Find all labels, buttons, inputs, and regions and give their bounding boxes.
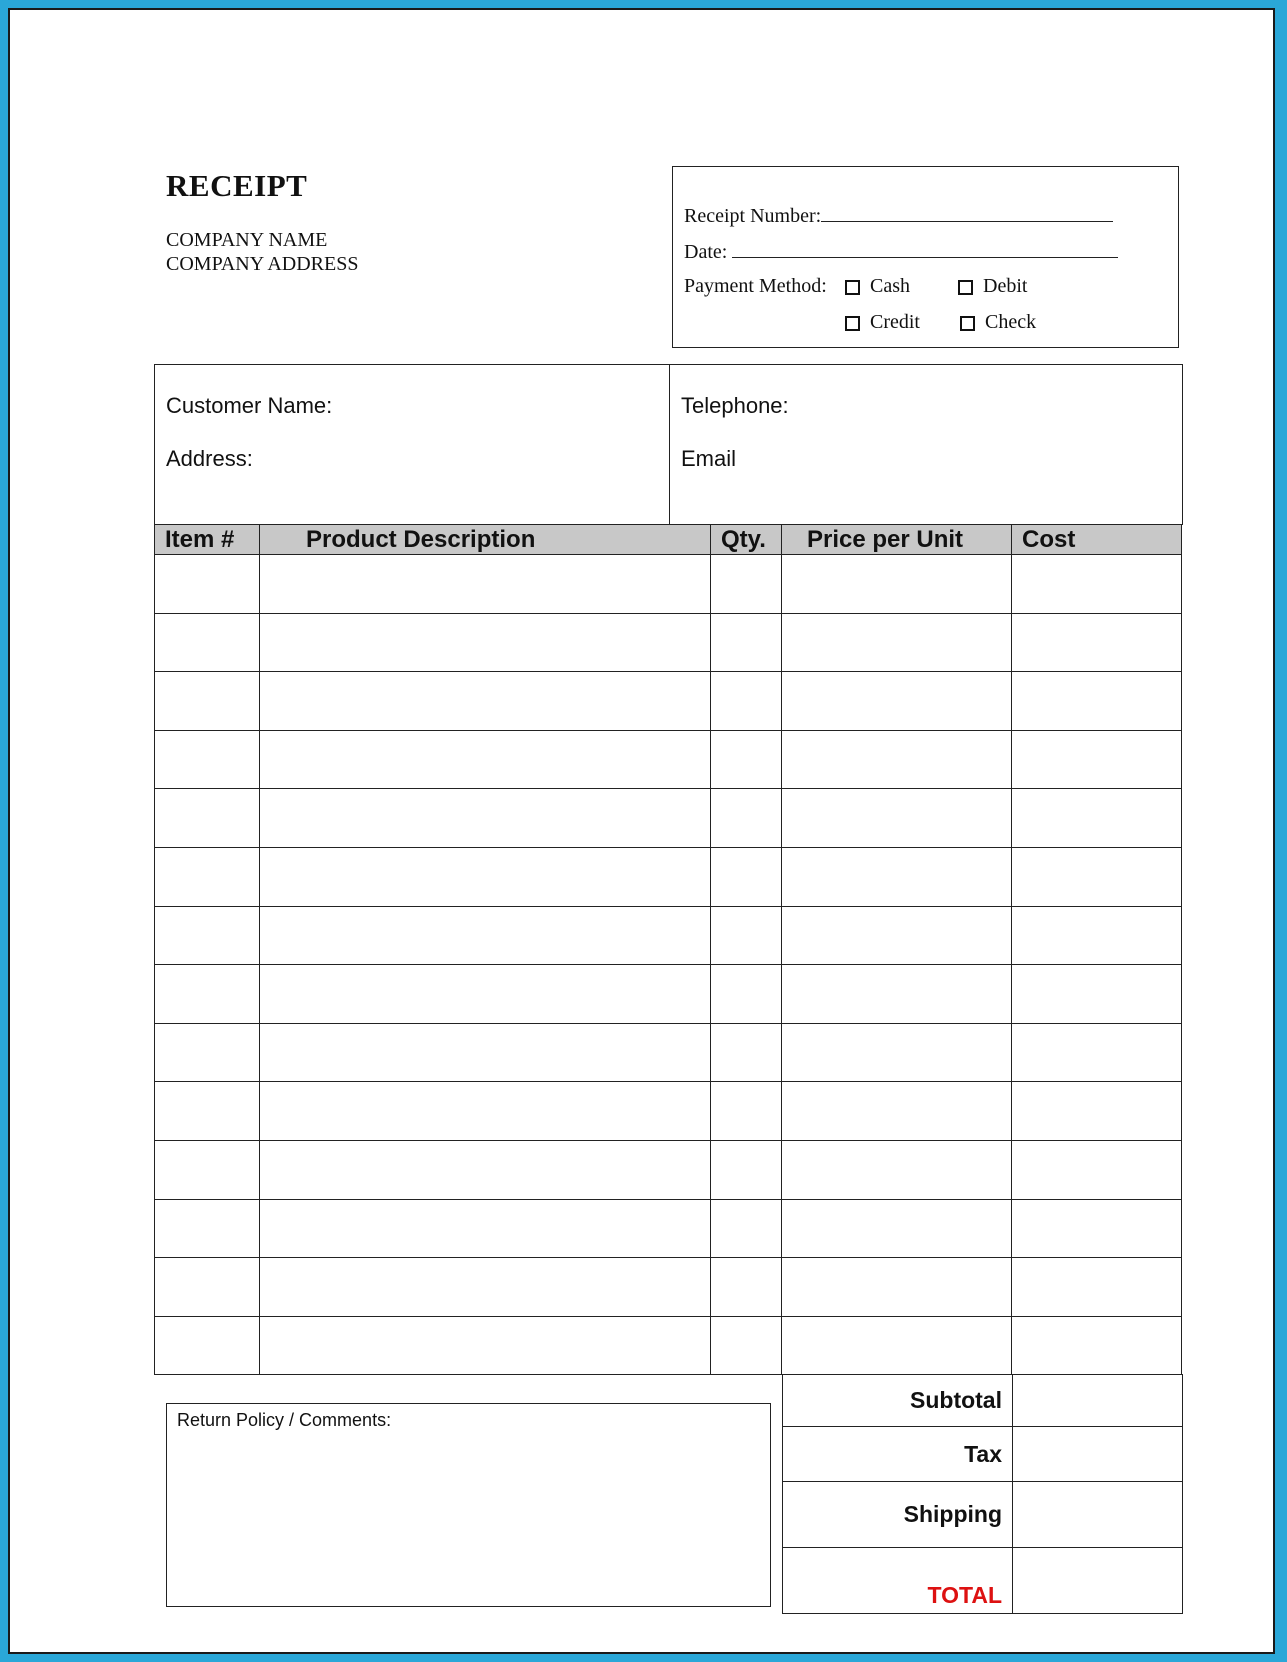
item-number-cell[interactable] (155, 1023, 260, 1082)
payment-option-credit[interactable]: Credit (845, 311, 920, 334)
items-table-header (155, 525, 1182, 555)
qty-cell[interactable] (711, 555, 782, 614)
qty-cell[interactable] (711, 1258, 782, 1317)
cost-cell[interactable] (1012, 730, 1182, 789)
items-table (154, 524, 1182, 1375)
tax-label: Tax (783, 1427, 1013, 1482)
shipping-label: Shipping (783, 1482, 1013, 1548)
table-row (155, 1258, 1182, 1317)
description-cell[interactable] (260, 1140, 711, 1199)
subtotal-label: Subtotal (783, 1375, 1013, 1427)
table-row (155, 789, 1182, 848)
description-cell[interactable] (260, 906, 711, 965)
qty-cell[interactable] (711, 847, 782, 906)
telephone-label: Telephone: (681, 393, 789, 418)
cost-cell[interactable] (1012, 1140, 1182, 1199)
price-cell[interactable] (782, 789, 1012, 848)
company-name: COMPANY NAME (166, 229, 328, 251)
tax-value[interactable] (1013, 1427, 1183, 1482)
table-row (155, 672, 1182, 731)
subtotal-value[interactable] (1013, 1375, 1183, 1427)
cost-cell[interactable] (1012, 789, 1182, 848)
price-cell[interactable] (782, 1316, 1012, 1375)
item-number-cell[interactable] (155, 1082, 260, 1141)
qty-cell[interactable] (711, 965, 782, 1024)
customer-name-label: Customer Name: (166, 393, 333, 418)
header-cost: Cost (1012, 525, 1182, 555)
qty-cell[interactable] (711, 672, 782, 731)
price-cell[interactable] (782, 1023, 1012, 1082)
description-cell[interactable] (260, 965, 711, 1024)
receipt-number-row (684, 203, 1113, 228)
cost-cell[interactable] (1012, 1316, 1182, 1375)
table-row (155, 555, 1182, 614)
cost-cell[interactable] (1012, 672, 1182, 731)
description-cell[interactable] (260, 789, 711, 848)
description-cell[interactable] (260, 1258, 711, 1317)
subtotal-row (783, 1375, 1183, 1427)
checkbox-icon[interactable] (960, 316, 975, 331)
item-number-cell[interactable] (155, 847, 260, 906)
payment-option-cash[interactable]: Cash (845, 275, 910, 298)
table-row (155, 1140, 1182, 1199)
cost-cell[interactable] (1012, 847, 1182, 906)
cost-cell[interactable] (1012, 1199, 1182, 1258)
price-cell[interactable] (782, 672, 1012, 731)
item-number-cell[interactable] (155, 730, 260, 789)
item-number-cell[interactable] (155, 789, 260, 848)
date-field[interactable] (732, 239, 1118, 258)
totals-table (782, 1374, 1183, 1614)
table-row (155, 1023, 1182, 1082)
checkbox-icon[interactable] (845, 280, 860, 295)
payment-method-label: Payment Method: (684, 275, 827, 297)
price-cell[interactable] (782, 555, 1012, 614)
item-number-cell[interactable] (155, 555, 260, 614)
cost-cell[interactable] (1012, 555, 1182, 614)
table-row (155, 965, 1182, 1024)
qty-cell[interactable] (711, 1316, 782, 1375)
price-cell[interactable] (782, 1199, 1012, 1258)
email-label: Email (681, 446, 737, 471)
header-item-number: Item # (155, 525, 260, 555)
table-row (155, 906, 1182, 965)
tax-row (783, 1427, 1183, 1482)
price-cell[interactable] (782, 906, 1012, 965)
cost-cell[interactable] (1012, 1023, 1182, 1082)
shipping-row (783, 1482, 1183, 1548)
qty-cell[interactable] (711, 1082, 782, 1141)
total-row (783, 1548, 1183, 1614)
item-number-cell[interactable] (155, 613, 260, 672)
item-number-cell[interactable] (155, 1140, 260, 1199)
item-number-cell[interactable] (155, 1199, 260, 1258)
date-row (684, 239, 1118, 264)
header-price-per-unit: Price per Unit (782, 525, 1012, 555)
price-cell[interactable] (782, 1140, 1012, 1199)
table-row (155, 1082, 1182, 1141)
cost-cell[interactable] (1012, 1258, 1182, 1317)
description-cell[interactable] (260, 613, 711, 672)
description-cell[interactable] (260, 1023, 711, 1082)
comments-label: Return Policy / Comments: (177, 1410, 392, 1430)
date-label: Date: (684, 241, 728, 263)
table-row (155, 1316, 1182, 1375)
receipt-title: RECEIPT (166, 168, 308, 203)
item-number-cell[interactable] (155, 672, 260, 731)
items-table-body (155, 555, 1182, 1375)
price-cell[interactable] (782, 730, 1012, 789)
description-cell[interactable] (260, 1199, 711, 1258)
cost-cell[interactable] (1012, 965, 1182, 1024)
cost-cell[interactable] (1012, 1082, 1182, 1141)
table-row (155, 1199, 1182, 1258)
payment-option-check[interactable]: Check (960, 311, 1036, 334)
price-cell[interactable] (782, 847, 1012, 906)
table-row (155, 613, 1182, 672)
header-product-description: Product Description (260, 525, 711, 555)
payment-option-debit[interactable]: Debit (958, 275, 1027, 298)
address-label: Address: (166, 446, 253, 471)
qty-cell[interactable] (711, 1023, 782, 1082)
company-address: COMPANY ADDRESS (166, 253, 359, 275)
cost-cell[interactable] (1012, 613, 1182, 672)
item-number-cell[interactable] (155, 1258, 260, 1317)
receipt-meta-box (672, 166, 1179, 348)
qty-cell[interactable] (711, 613, 782, 672)
receipt-number-label: Receipt Number: (684, 205, 822, 227)
qty-cell[interactable] (711, 1199, 782, 1258)
qty-cell[interactable] (711, 906, 782, 965)
description-cell[interactable] (260, 672, 711, 731)
header-qty: Qty. (711, 525, 782, 555)
checkbox-icon[interactable] (845, 316, 860, 331)
price-cell[interactable] (782, 1082, 1012, 1141)
table-row (155, 847, 1182, 906)
qty-cell[interactable] (711, 789, 782, 848)
description-cell[interactable] (260, 847, 711, 906)
qty-cell[interactable] (711, 1140, 782, 1199)
receipt-number-field[interactable] (821, 203, 1113, 222)
description-cell[interactable] (260, 1316, 711, 1375)
item-number-cell[interactable] (155, 1316, 260, 1375)
cost-cell[interactable] (1012, 906, 1182, 965)
total-label: TOTAL (783, 1548, 1013, 1614)
customer-divider (669, 365, 670, 525)
description-cell[interactable] (260, 730, 711, 789)
shipping-value[interactable] (1013, 1482, 1183, 1548)
comments-box[interactable] (166, 1403, 771, 1607)
price-cell[interactable] (782, 965, 1012, 1024)
checkbox-icon[interactable] (958, 280, 973, 295)
receipt-page (8, 8, 1275, 1654)
description-cell[interactable] (260, 1082, 711, 1141)
item-number-cell[interactable] (155, 906, 260, 965)
item-number-cell[interactable] (155, 965, 260, 1024)
description-cell[interactable] (260, 555, 711, 614)
price-cell[interactable] (782, 1258, 1012, 1317)
qty-cell[interactable] (711, 730, 782, 789)
total-value[interactable] (1013, 1548, 1183, 1614)
customer-info-box (154, 364, 1183, 525)
price-cell[interactable] (782, 613, 1012, 672)
table-row (155, 730, 1182, 789)
